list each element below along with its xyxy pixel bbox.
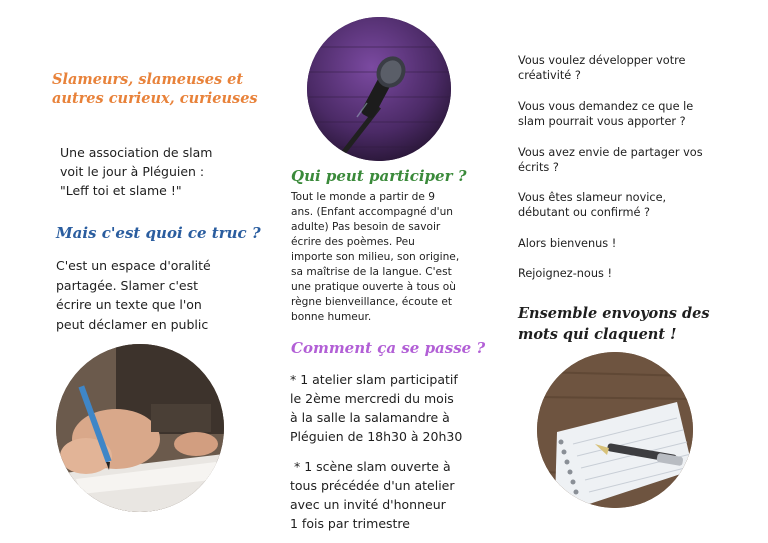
col1-intro: Une association de slam voit le jour à Pléguien : "Leff toi et slame !" (60, 145, 213, 198)
col3-q2: Vous vous demandez ce que le slam pourrait vous apporter ? (518, 100, 694, 128)
notebook-pen-illustration (537, 352, 693, 508)
col2-how-item1: * 1 atelier slam participatif le 2ème mercredi du mois à la salle la salamandre à Pléguien de 18h30 à 20h30 (290, 372, 463, 444)
col3-q6: Rejoignez-nous ! (518, 267, 613, 280)
col3-q3: Vous avez envie de partager vos écrits ? (518, 146, 703, 174)
col3-q1: Vous voulez développer votre créativité ? (518, 54, 686, 82)
col1-definition: C'est un espace d'oralité partagée. Slamer c'est écrire un texte que l'on peut déclamer en public (56, 258, 211, 332)
microphone-illustration (307, 17, 451, 161)
microphone-photo (307, 17, 451, 161)
col1-heading: Slameurs, slameuses et autres curieux, curieuses (52, 71, 258, 107)
col3-q5: Alors bienvenus ! (518, 237, 617, 250)
notebook-pen-photo (537, 352, 693, 508)
col2-heading-who: Qui peut participer ? (291, 167, 467, 185)
writing-hand-illustration (56, 344, 224, 512)
col2-who-text: Tout le monde a partir de 9 ans. (Enfant accompagné d'un adulte) Pas besoin de savoir écrire des poèmes. Peu importe son milieu, son origine, sa maîtrise de la langue. C'est une pratique ouverte à tous où règne bienveillance, écoute et bonne humeur. (291, 191, 460, 323)
col3-q4: Vous êtes slameur novice, débutant ou confirmé ? (518, 191, 667, 219)
col3-closing: Ensemble envoyons des mots qui claquent ! (518, 305, 710, 343)
col2-heading-how: Comment ça se passe ? (291, 339, 486, 357)
writing-hand-photo (56, 344, 224, 512)
col1-subheading: Mais c'est quoi ce truc ? (56, 224, 261, 242)
col2-how-item2: * 1 scène slam ouverte à tous précédée d'un atelier avec un invité d'honneur 1 fois par trimestre (290, 459, 455, 531)
